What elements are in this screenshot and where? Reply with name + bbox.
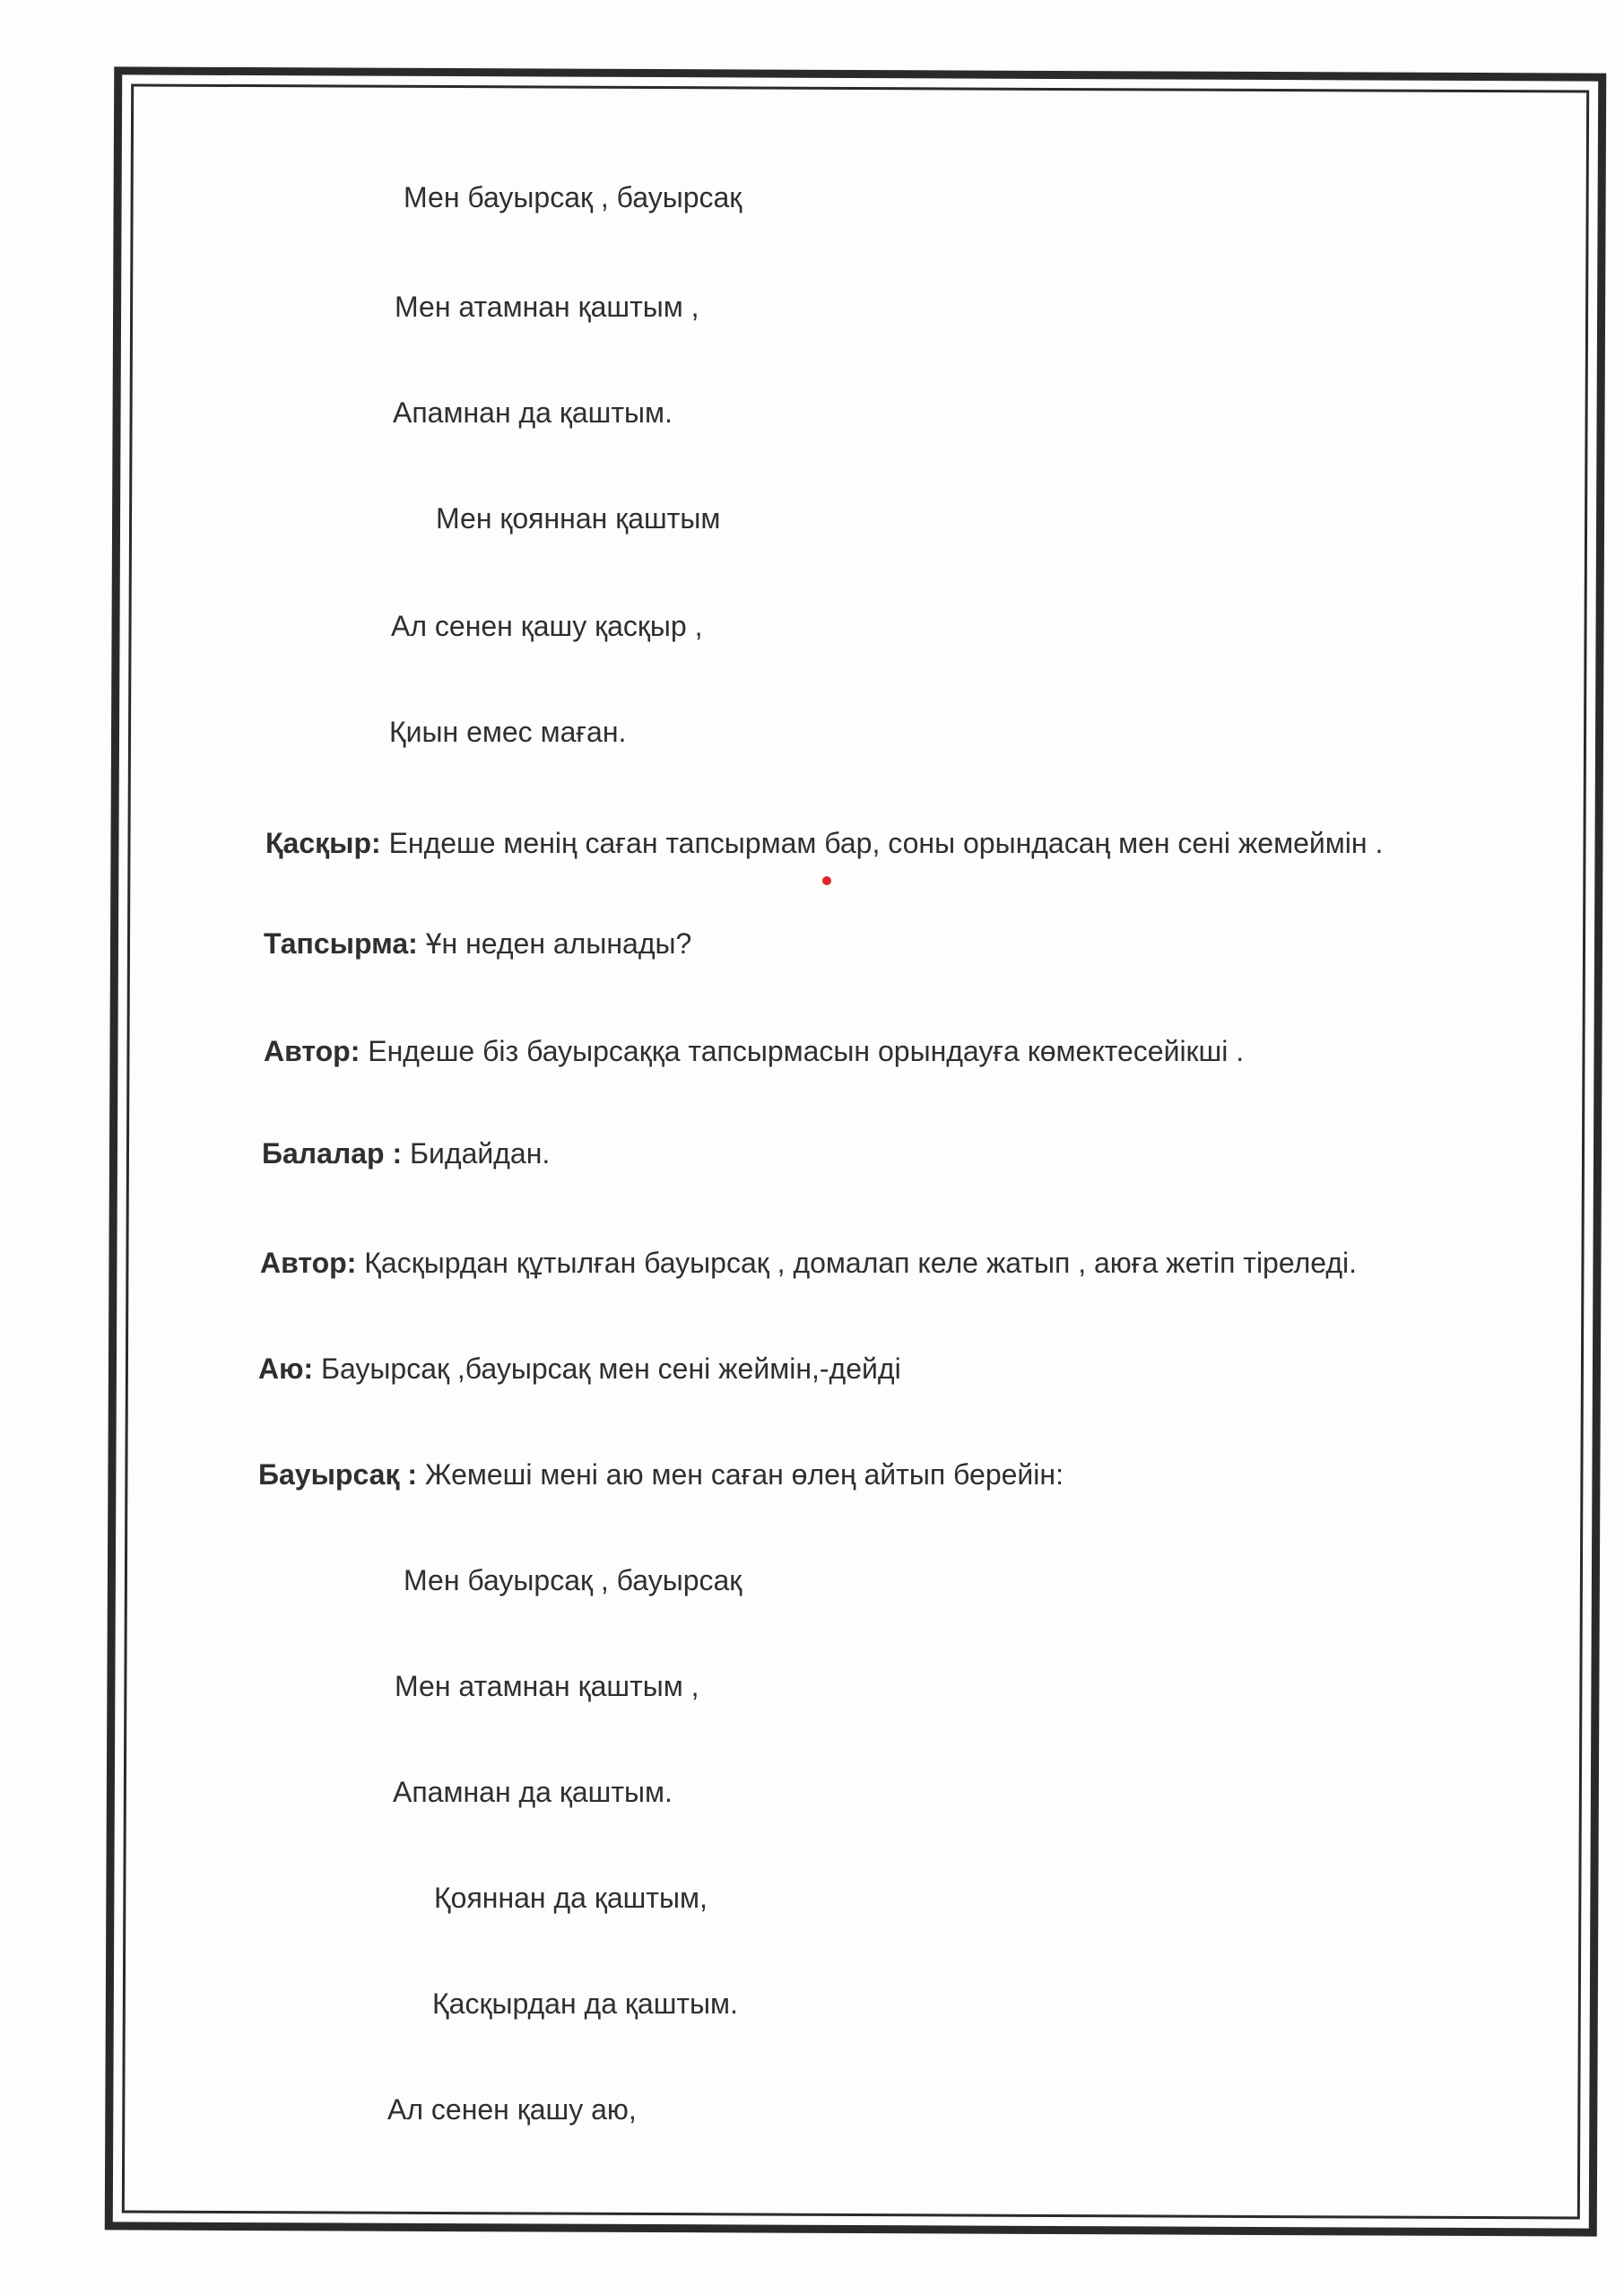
verse-line: Мен бауырсақ , бауырсақ [404, 1564, 743, 1596]
dialogue-line: Автор: Ендеше біз бауырсаққа тапсырмасын орындауға көмектесейікші . [264, 1035, 1245, 1067]
dialogue-line: Балалар : Бидайдан. [262, 1137, 551, 1170]
speaker-label: Аю: [258, 1352, 314, 1385]
speaker-label: Балалар : [262, 1137, 403, 1170]
speaker-label: Қасқыр: [265, 827, 381, 859]
verse-line: Мен атамнан қаштым , [395, 291, 699, 323]
verse-line: Ал сенен қашу қасқыр , [391, 610, 703, 642]
verse-line: Қояннан да қаштым, [434, 1882, 708, 1914]
speaker-label: Тапсырма: [264, 927, 418, 960]
dialogue-line: Қасқыр: Ендеше менің саған тапсырмам бар, соны орындасаң мен сені жемеймін . [265, 827, 1384, 859]
verse-line: Апамнан да қаштым. [393, 1776, 673, 1808]
verse-line: Мен қояннан қаштым [436, 502, 721, 535]
verse-line: Апамнан да қаштым. [393, 396, 673, 429]
speaker-label: Автор: [260, 1247, 357, 1279]
verse-line: Мен атамнан қаштым , [395, 1670, 699, 1702]
verse-line: Қиын емес маған. [389, 716, 627, 748]
speaker-label: Бауырсақ : [258, 1458, 418, 1491]
dialogue-line: Бауырсақ : Жемеші мені аю мен саған өлең айтып берейін: [258, 1458, 1064, 1491]
verse-line: Қасқырдан да қаштым. [432, 1987, 738, 2020]
verse-line: Ал сенен қашу аю, [387, 2093, 637, 2126]
dialogue-line: Автор: Қасқырдан құтылған бауырсақ , домалап келе жатып , аюға жетіп тіреледі. [260, 1247, 1358, 1279]
dialogue-line: Тапсырма: Ұн неден алынады? [264, 927, 692, 960]
verse-line: Мен бауырсақ , бауырсақ [404, 181, 743, 213]
dialogue-line: Аю: Бауырсақ ,бауырсақ мен сені жеймін,-дейді [258, 1352, 901, 1385]
speaker-label: Автор: [264, 1035, 360, 1067]
ink-spot [822, 876, 831, 885]
